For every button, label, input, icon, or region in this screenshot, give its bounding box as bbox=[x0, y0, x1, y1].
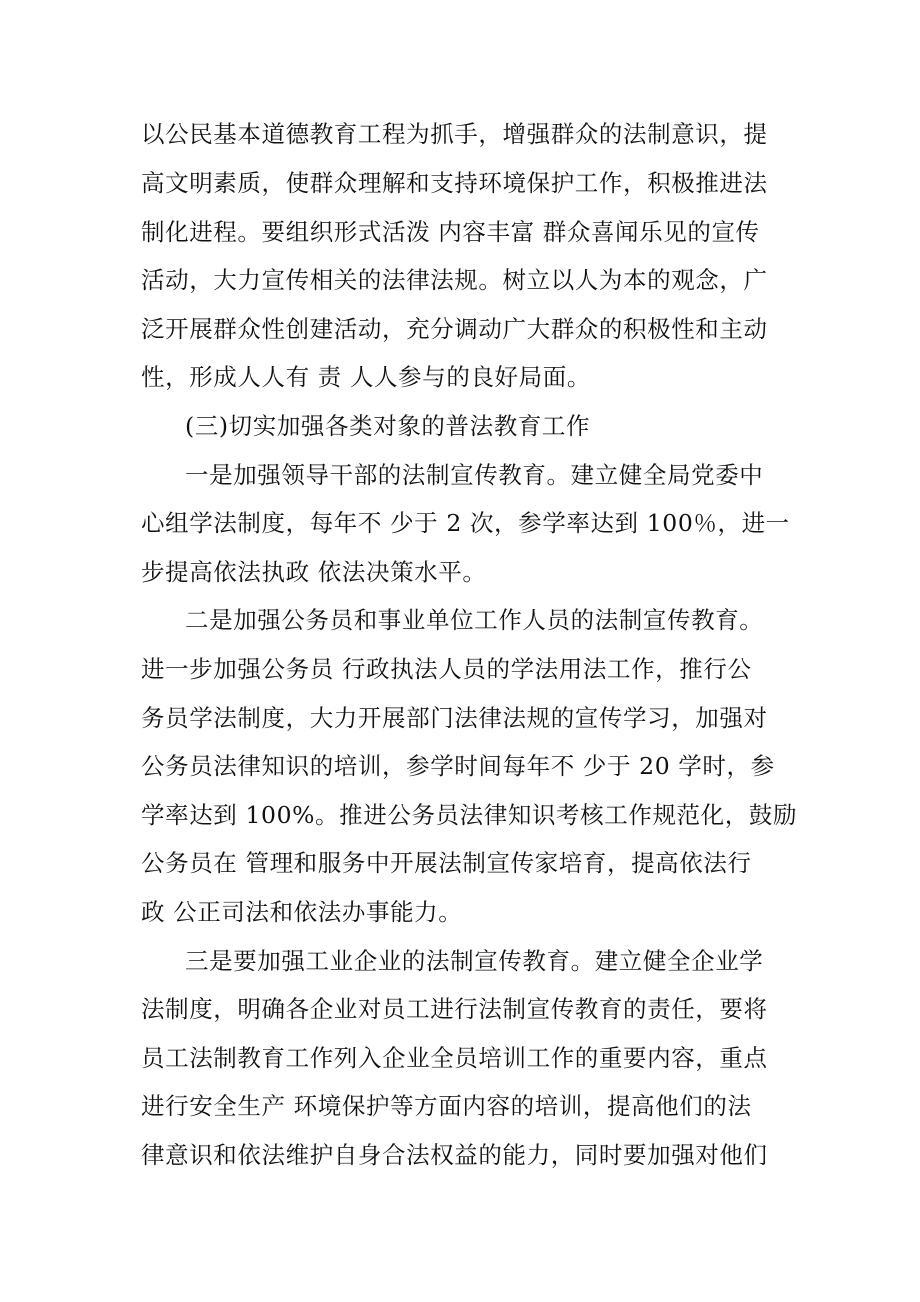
section-heading: (三)切实加强各类对象的普法教育工作 bbox=[185, 412, 591, 440]
text-line: 律意识和依法维护自身合法权益的能力，同时要加强对他们 bbox=[141, 1141, 768, 1169]
text-line: 活动，大力宣传相关的法律法规。树立以人为本的观念，广 bbox=[141, 266, 768, 294]
text-line: 泛开展群众性创建活动，充分调动广大群众的积极性和主动 bbox=[141, 315, 768, 343]
text-line: 制化进程。要组织形式活泼 内容丰富 群众喜闻乐见的宣传 bbox=[141, 218, 760, 246]
text-line: 心组学法制度，每年不 少于 2 次，参学率达到 100％，进一 bbox=[141, 509, 790, 537]
text-line: 步提高依法执政 依法决策水平。 bbox=[141, 558, 487, 586]
text-line: 以公民基本道德教育工程为抓手，增强群众的法制意识，提 bbox=[141, 120, 768, 148]
text-line: 性，形成人人有 责 人人参与的良好局面。 bbox=[141, 363, 591, 391]
text-line: 务员学法制度，大力开展部门法律法规的宣传学习，加强对 bbox=[141, 704, 768, 732]
text-line: 公务员在 管理和服务中开展法制宣传家培育，提高依法行 bbox=[141, 849, 752, 877]
text-line: 二是加强公务员和事业单位工作人员的法制宣传教育。 bbox=[185, 606, 764, 634]
text-line: 政 公正司法和依法办事能力。 bbox=[141, 898, 463, 926]
text-line: 公务员法律知识的培训，参学时间每年不 少于 20 学时，参 bbox=[141, 752, 775, 780]
text-line: 员工法制教育工作列入企业全员培训工作的重要内容，重点 bbox=[141, 1044, 768, 1072]
text-line: 学率达到 100%。推进公务员法律知识考核工作规范化，鼓励 bbox=[141, 801, 798, 829]
text-line: 法制度，明确各企业对员工进行法制宣传教育的责任，要将 bbox=[141, 995, 768, 1023]
text-line: 一是加强领导干部的法制宣传教育。建立健全局党委中 bbox=[185, 461, 764, 489]
text-line: 进行安全生产 环境保护等方面内容的培训，提高他们的法 bbox=[141, 1092, 752, 1120]
text-line: 进一步加强公务员 行政执法人员的学法用法工作，推行公 bbox=[141, 655, 752, 683]
text-line: 高文明素质，使群众理解和支持环境保护工作，积极推进法 bbox=[141, 169, 768, 197]
text-line: 三是要加强工业企业的法制宣传教育。建立健全企业学 bbox=[185, 947, 764, 975]
